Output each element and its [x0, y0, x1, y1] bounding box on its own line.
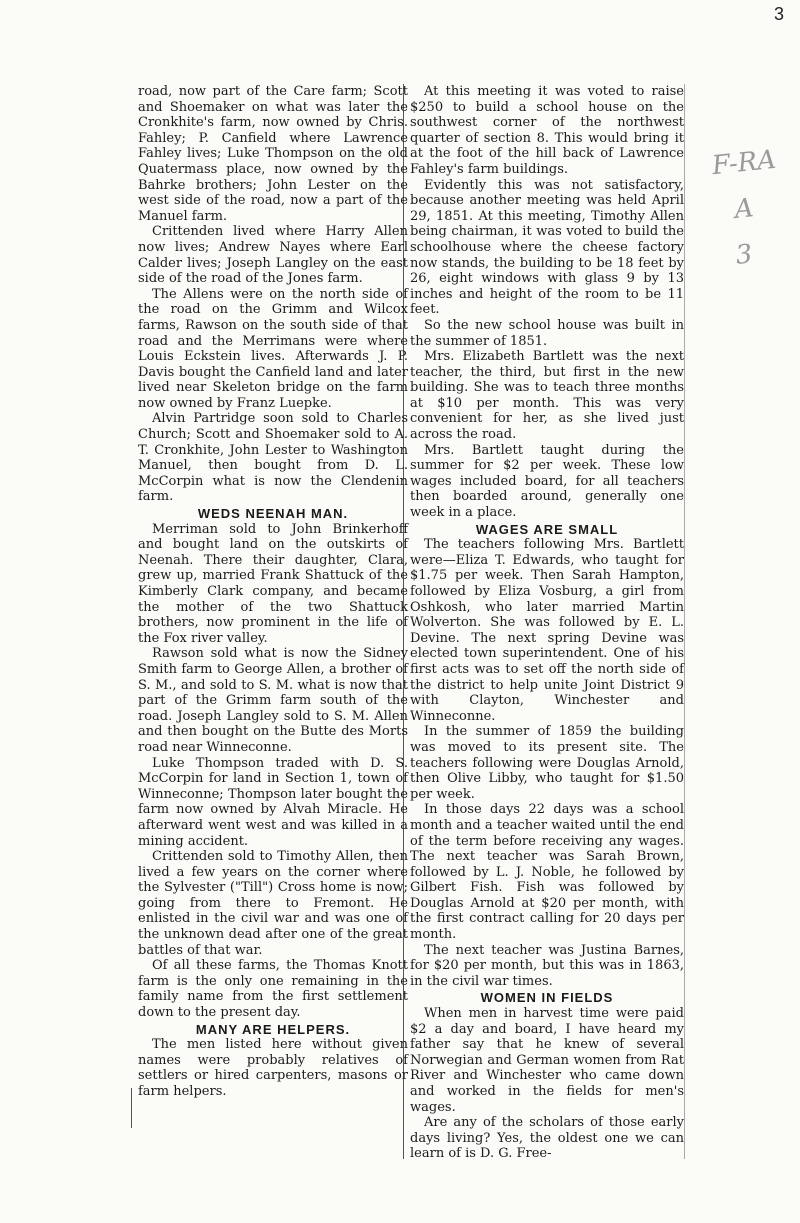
paragraph: In those days 22 days was a school month and a teacher waited until the end of the term before receiving any wages. The next teacher was Sarah Brown, followed by L. J. Noble, he followed by Gilbert Fish. Fish was followed by Douglas Arnold at $20 per month, with the first contract calling for 20 days per month.	[410, 802, 684, 943]
paragraph: When men in harvest time were paid $2 a day and board, I have heard my father say that he knew of several Norwegian and German women from Rat River and Winchester who came down and worked in the fields for men's wages.	[410, 1006, 684, 1115]
paragraph: Crittenden lived where Harry Allen now lives; Andrew Nayes where Earl Calder lives; Joseph Langley on the east side of the road of the Jones farm.	[138, 224, 408, 287]
subheading: WOMEN IN FIELDS	[480, 990, 614, 1006]
paragraph: Rawson sold what is now the Sidney Smith farm to George Allen, a brother of S. M., and sold to S. M. what is now that part of the Grimm farm south of the road. Joseph Langley sold to S. M. Allen and then bought on the Butte des Morts road near Winneconne.	[138, 646, 408, 755]
page-number: 3	[773, 4, 784, 24]
paragraph: road, now part of the Care farm; Scott and Shoemaker on what was later the Cronkhite's farm, now owned by Chris. Fahley; P. Canfield where Lawrence Fahley lives; Luke Thompson on the old Quatermass place, now owned by the Bahrke brothers; John Lester on the west side of the road, now a part of the Manuel farm.	[138, 84, 408, 224]
paragraph: The men listed here without given names were probably relatives of settlers or hired carpenters, masons or farm helpers.	[138, 1037, 408, 1099]
left-margin-rule	[131, 1088, 132, 1128]
paragraph: Mrs. Elizabeth Bartlett was the next teacher, the third, but first in the new building. She was to teach three months at $10 per month. This was very convenient for her, as she lived just across the road.	[410, 349, 684, 443]
handwritten-margin-note	[698, 140, 790, 278]
subheading: WAGES ARE SMALL	[475, 521, 619, 537]
paragraph: The Allens were on the north side of the road on the Grimm and Wilcox farms, Rawson on the south side of that road and the Merrimans were where Louis Eckstein lives. Afterwards J. P. Davis bought the Canfield land and later lived near Skeleton bridge on the farm now owned by Franz Luepke.	[138, 286, 408, 411]
paragraph: At this meeting it was voted to raise $250 to build a school house on the southwest corner of the northwest quarter of section 8. This would bring it at the foot of the hill back of Lawrence Fahley's farm buildings.	[410, 84, 684, 177]
paragraph: Merriman sold to John Brinkerhoff and bought land on the outskirts of Neenah. There their daughter, Clara, grew up, married Frank Shattuck of the Kimberly Clark company, and became the mother of the two Shattuck brothers, now prominent in the life of the Fox river valley.	[138, 521, 408, 646]
right-margin-rule	[684, 84, 685, 1159]
margin-note-line: A	[733, 193, 755, 225]
subheading: MANY ARE HELPERS.	[195, 1021, 351, 1037]
paragraph: Crittenden sold to Timothy Allen, then lived a few years on the corner where the Sylvester ("Till") Cross home is now; going from there to Fremont. He enlisted in the civil war and was one of the unknown dead after one of the great battles of that war.	[138, 849, 408, 958]
paragraph: Evidently this was not satisfactory, because another meeting was held April 29, 1851. At this meeting, Timothy Allen being chairman, it was voted to build the schoolhouse where the cheese factory now stands, the building to be 18 feet by 26, eight windows with glass 9 by 13 inches and height of the room to be 11 feet.	[410, 177, 684, 318]
paragraph: The teachers following Mrs. Bartlett were—Eliza T. Edwards, who taught for $1.75 per week. Then Sarah Hampton, followed by Eliza Vosburg, a girl from Oshkosh, who later married Martin Wolverton. She was followed by E. L. Devine. The next spring Devine was elected town superintendent. One of his first acts was to set off the north side of the district to help unite Joint District 9 with Clayton, Winchester and Winneconne.	[410, 537, 684, 724]
paragraph: Of all these farms, the Thomas Knott farm is the only one remaining in the family name from the first settlement down to the present day.	[138, 958, 408, 1021]
paragraph: Mrs. Bartlett taught during the summer for $2 per week. These low wages included board, for all teachers then boarded around, generally one week in a place.	[410, 442, 684, 521]
paragraph: Alvin Partridge soon sold to Charles Church; Scott and Shoemaker sold to A. T. Cronkhite, John Lester to Washington Manuel, then bought from D. L. McCorpin what is now the Clendenin farm.	[138, 411, 408, 505]
paragraph: Luke Thompson traded with D. S. McCorpin for land in Section 1, town of Winneconne; Thompson later bought the farm now owned by Alvah Miracle. He afterward went west and was killed in a mining accident.	[138, 755, 408, 849]
article-column-right	[410, 84, 684, 1162]
margin-note-line: 3	[734, 239, 754, 271]
subheading: WEDS NEENAH MAN.	[197, 506, 349, 522]
paragraph: Are any of the scholars of those early days living? Yes, the oldest one we can learn of is D. G. Free-	[410, 1115, 684, 1162]
paragraph: In the summer of 1859 the building was moved to its present site. The teachers following were Douglas Arnold, then Olive Libby, who taught for $1.50 per week.	[410, 724, 684, 802]
margin-note-line: F-RA	[710, 144, 778, 182]
article-column-left	[138, 84, 408, 1100]
paragraph: The next teacher was Justina Barnes, for $20 per month, but this was in 1863, in the civil war times.	[410, 942, 684, 989]
paragraph: So the new school house was built in the summer of 1851.	[410, 317, 684, 349]
